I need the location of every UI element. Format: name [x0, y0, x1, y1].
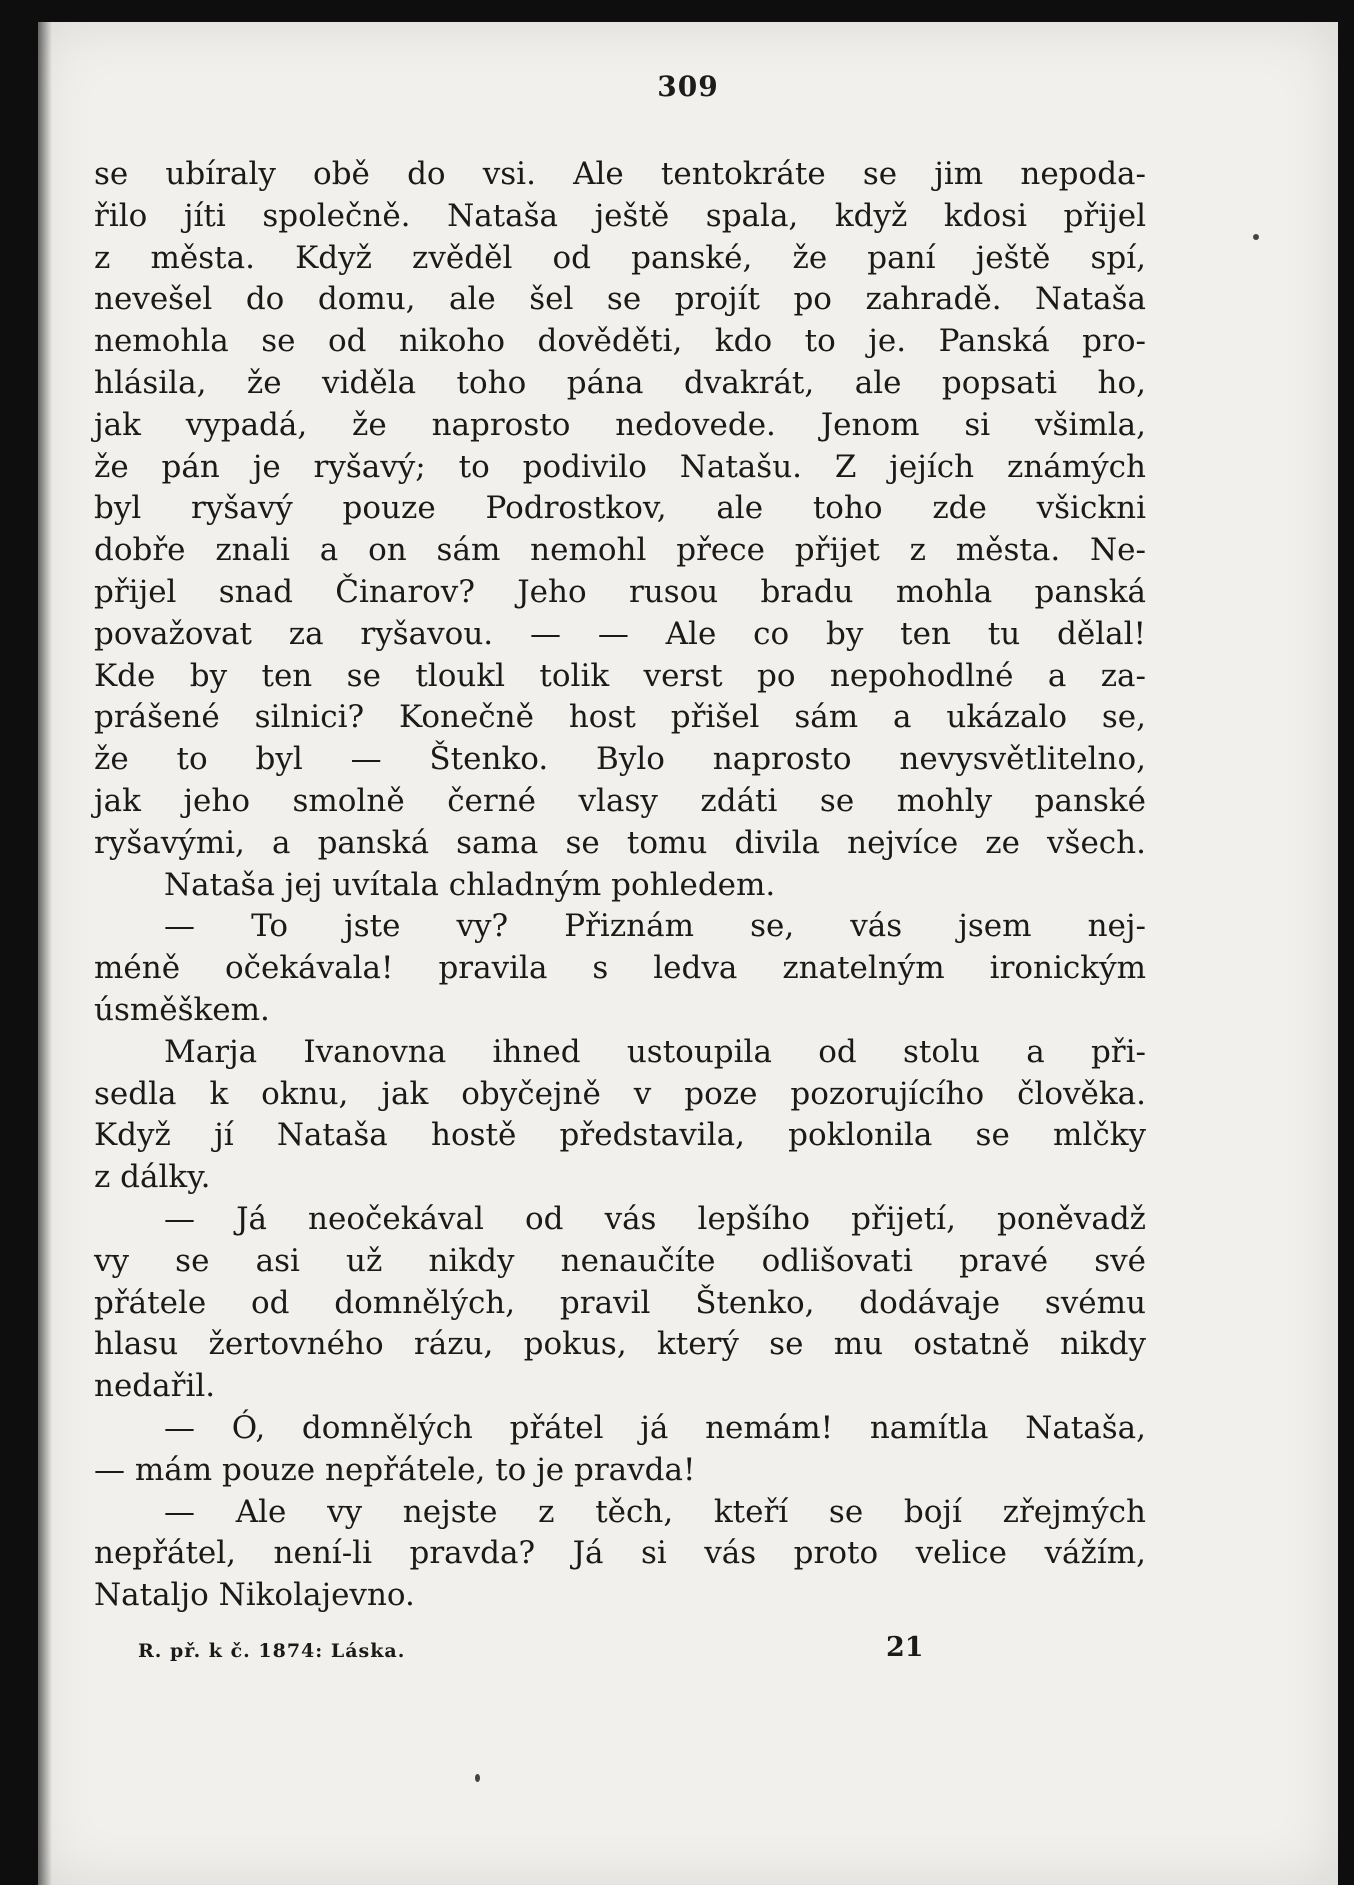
sheet-number: 21: [886, 1632, 924, 1663]
speck: [475, 1774, 480, 1782]
text-line: přijel snad Činarov? Jeho rusou bradu mohla panská: [94, 573, 1146, 610]
binding-shadow: [38, 22, 52, 1885]
text-line: Nataša jej uvítala chladným pohledem.: [164, 866, 776, 903]
text-line: úsměškem.: [94, 991, 270, 1028]
text-line: Když jí Nataša hostě představila, poklonila se mlčky: [94, 1117, 1146, 1154]
text-line: — Ó, domnělých přátel já nemám! namítla Nataša,: [164, 1409, 1146, 1446]
text-line: Nataljo Nikolajevno.: [94, 1577, 415, 1614]
body-text: [94, 154, 1146, 1617]
text-line: nedařil.: [94, 1368, 216, 1405]
text-line: nepřátel, není-li pravda? Já si vás proto velice vážím,: [94, 1535, 1146, 1572]
text-line: hlasu žertovného rázu, pokus, který se mu ostatně nikdy: [94, 1326, 1146, 1363]
text-line: z dálky.: [94, 1159, 211, 1196]
text-line: Marja Ivanovna ihned ustoupila od stolu a při-: [164, 1033, 1146, 1070]
text-line: vy se asi už nikdy nenaučíte odlišovati pravé své: [94, 1242, 1146, 1279]
page-number: 309: [657, 70, 719, 103]
text-line: že pán je ryšavý; to podivilo Natašu. Z jejích známých: [94, 448, 1146, 485]
text-line: nemohla se od nikoho dověděti, kdo to je. Panská pro-: [94, 323, 1146, 360]
printer-signature: R. př. k č. 1874: Láska.: [138, 1640, 406, 1662]
text-line: řilo jíti společně. Nataša ještě spala, když kdosi přijel: [94, 197, 1146, 234]
text-line: přátele od domnělých, pravil Štenko, dodávaje svému: [94, 1284, 1146, 1321]
text-line: ryšavými, a panská sama se tomu divila nejvíce ze všech.: [94, 824, 1146, 861]
text-line: — Já neočekával od vás lepšího přijetí, poněvadž: [164, 1200, 1146, 1237]
text-line: byl ryšavý pouze Podrostkov, ale toho zde všickni: [94, 490, 1146, 527]
book-page: [38, 22, 1338, 1885]
text-line: — Ale vy nejste z těch, kteří se bojí zřejmých: [164, 1493, 1146, 1530]
text-line: považovat za ryšavou. — — Ale co by ten tu dělal!: [94, 615, 1146, 652]
text-line: Kde by ten se tloukl tolik verst po nepohodlné a za-: [94, 657, 1146, 694]
text-line: prášené silnici? Konečně host přišel sám a ukázalo se,: [94, 699, 1146, 736]
text-line: dobře znali a on sám nemohl přece přijet z města. Ne-: [94, 532, 1146, 569]
speck: [1253, 234, 1259, 240]
text-line: jak jeho smolně černé vlasy zdáti se mohly panské: [94, 782, 1146, 819]
text-line: sedla k oknu, jak obyčejně v poze pozorujícího člověka.: [94, 1075, 1146, 1112]
text-line: méně očekávala! pravila s ledva znatelným ironickým: [94, 950, 1146, 987]
text-line: hlásila, že viděla toho pána dvakrát, ale popsati ho,: [94, 364, 1146, 401]
text-line: se ubíraly obě do vsi. Ale tentokráte se jim nepoda-: [94, 156, 1146, 192]
text-line: že to byl — Štenko. Bylo naprosto nevysvětlitelno,: [94, 741, 1146, 778]
text-line: jak vypadá, že naprosto nedovede. Jenom si všimla,: [94, 406, 1146, 443]
text-line: nevešel do domu, ale šel se projít po zahradě. Nataša: [94, 281, 1146, 318]
text-line: — To jste vy? Přiznám se, vás jsem nej-: [164, 908, 1146, 945]
text-line: — mám pouze nepřátele, to je pravda!: [94, 1451, 696, 1488]
text-line: z města. Když zvěděl od panské, že paní ještě spí,: [94, 239, 1146, 276]
